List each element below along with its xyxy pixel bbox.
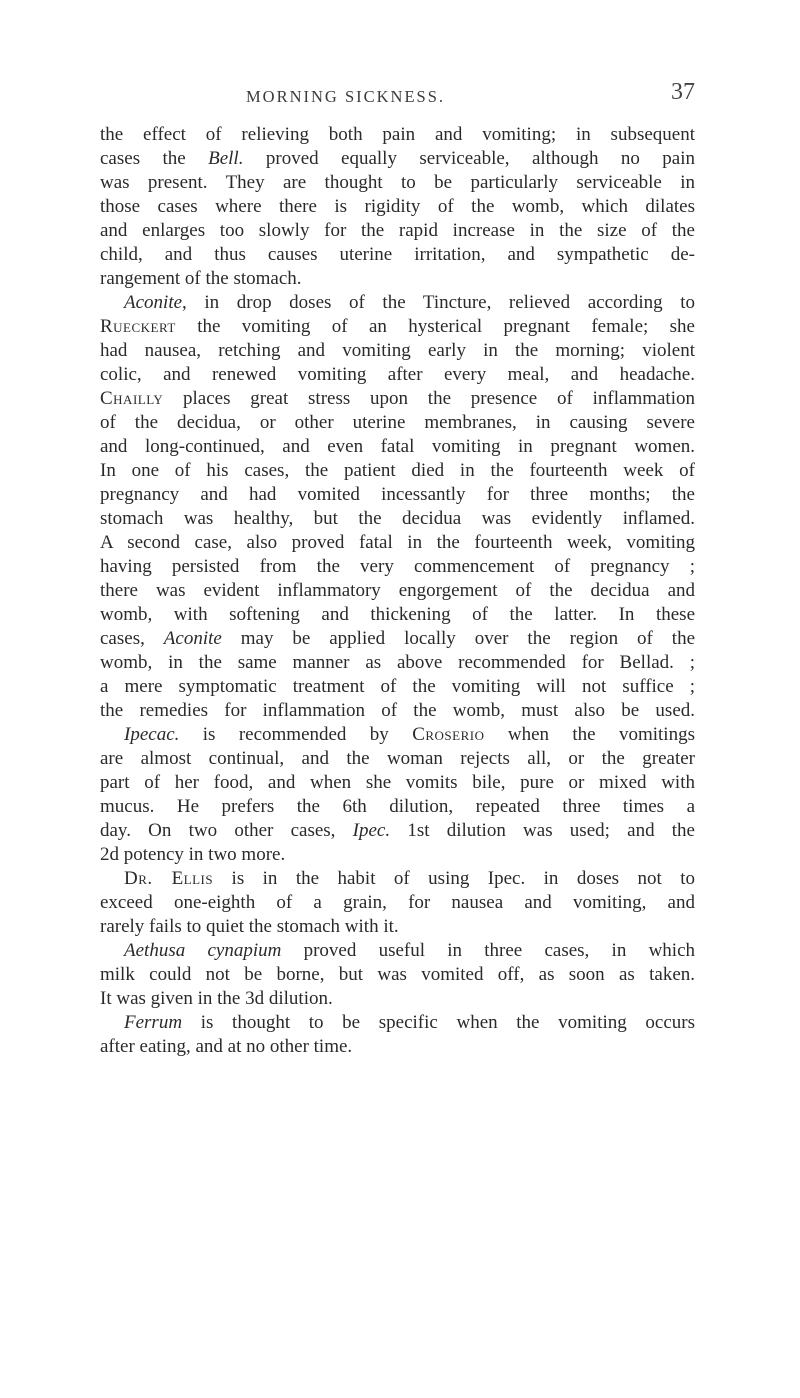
text-line: exceed one-eighth of a grain, for nausea and vomiting, and [100,892,695,913]
text-line: and long-continued, and even fatal vomiting in pregnant women. [100,436,695,457]
text-line: and enlarges too slowly for the rapid increase in the size of the [100,220,695,241]
text-line: a mere symptomatic treatment of the vomiting will not suffice ; [100,676,695,697]
text-line: part of her food, and when she vomits bile, pure or mixed with [100,772,695,793]
text-line: of the decidua, or other uterine membranes, in causing severe [100,412,695,433]
text-line: womb, in the same manner as above recommended for Bellad. ; [100,652,695,673]
text-line: had nausea, retching and vomiting early in the morning; violent [100,340,695,361]
running-head: MORNING SICKNESS. [246,87,446,106]
page-header [100,79,695,117]
text-line: mucus. He prefers the 6th dilution, repeated three times a [100,796,695,817]
text-line: milk could not be borne, but was vomited off, as soon as taken. [100,964,695,985]
text-line: Aethusa cynapium proved useful in three cases, in which [124,940,696,961]
text-line: was present. They are thought to be particularly serviceable in [100,172,695,193]
text-line: stomach was healthy, but the decidua was evidently inflamed. [100,508,695,529]
text-line: rarely fails to quiet the stomach with it. [100,916,399,937]
text-line: It was given in the 3d dilution. [100,988,333,1009]
text-line: A second case, also proved fatal in the fourteenth week, vomiting [100,532,695,553]
text-line: colic, and renewed vomiting after every meal, and headache. [100,364,695,385]
text-line: Aconite, in drop doses of the Tincture, relieved according to [124,292,695,313]
text-line: womb, with softening and thickening of the latter. In these [100,604,695,625]
text-line: Rueckert the vomiting of an hysterical pregnant female; she [100,316,695,337]
body-text [100,123,695,1059]
text-line: those cases where there is rigidity of the womb, which dilates [100,196,695,217]
text-line: rangement of the stomach. [100,268,302,289]
text-line: cases, Aconite may be applied locally over the region of the [100,628,696,649]
text-line: having persisted from the very commencement of pregnancy ; [100,556,695,577]
text-line: pregnancy and had vomited incessantly for three months; the [100,484,695,505]
text-line: the remedies for inflammation of the womb, must also be used. [100,700,695,721]
text-line: Ipecac. is recommended by Croserio when the vomitings [124,724,695,745]
text-line: there was evident inflammatory engorgement of the decidua and [100,580,695,601]
text-line: the effect of relieving both pain and vomiting; in subsequent [100,124,695,145]
text-line: child, and thus causes uterine irritation, and sympathetic de- [100,244,695,265]
text-line: Ferrum is thought to be specific when the vomiting occurs [124,1012,695,1033]
text-line: day. On two other cases, Ipec. 1st dilution was used; and the [100,820,695,841]
text-line: In one of his cases, the patient died in the fourteenth week of [100,460,695,481]
text-line: after eating, and at no other time. [100,1036,353,1057]
text-line: cases the Bell. proved equally serviceable, although no pain [100,148,695,169]
text-line: Chailly places great stress upon the presence of inflammation [100,388,695,409]
text-line: Dr. Ellis is in the habit of using Ipec. in doses not to [124,868,695,889]
text-line: are almost continual, and the woman rejects all, or the greater [100,748,695,769]
page-number: 37 [671,79,695,105]
text-line: 2d potency in two more. [100,844,286,865]
